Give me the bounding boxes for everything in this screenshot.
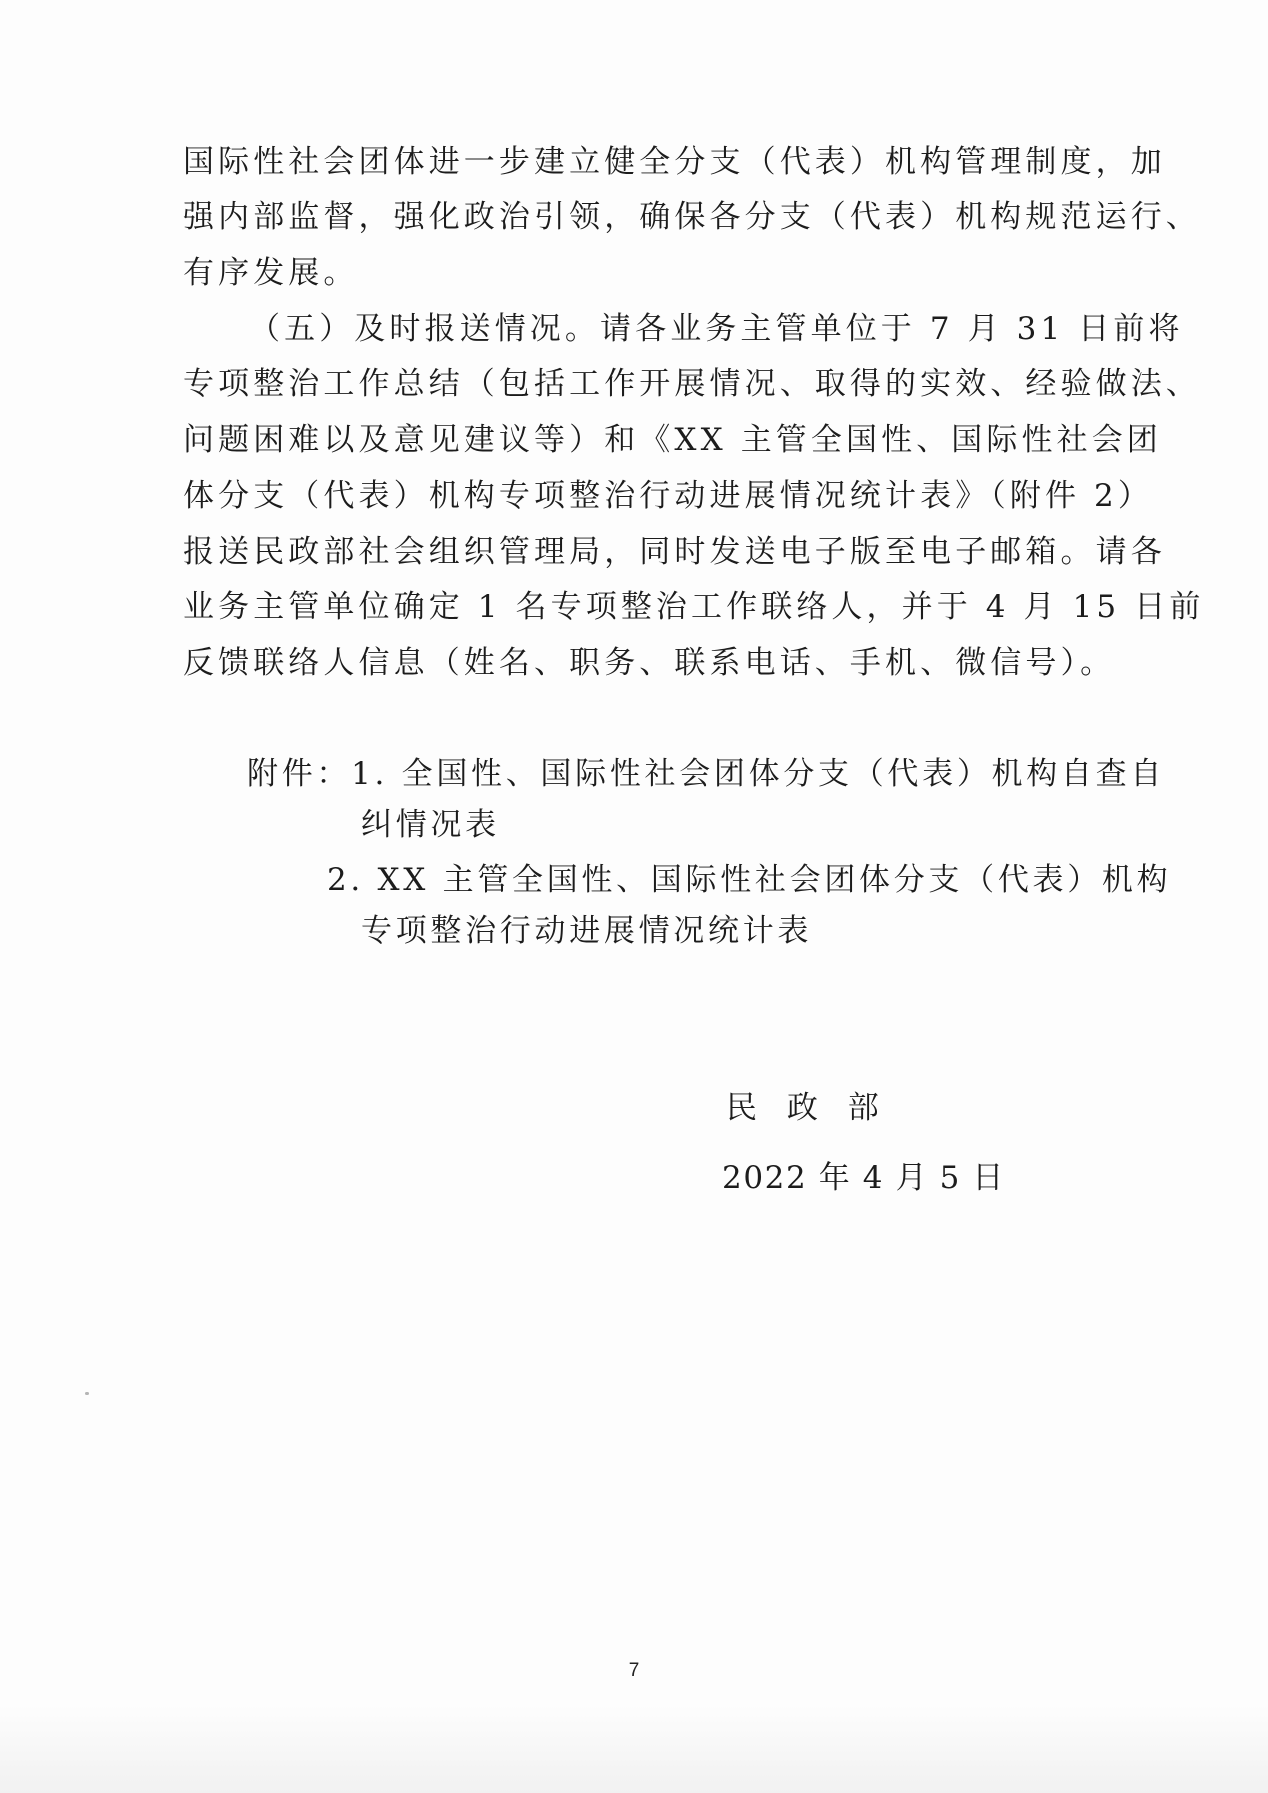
paragraph-line-9: 业务主管单位确定 1 名专项整治工作联络人，并于 4 月 15 日前 xyxy=(183,589,1205,625)
attachment-2: 2. XX 主管全国性、国际性社会团体分支（代表）机构 xyxy=(327,862,1172,898)
attachment-1: 附件：1. 全国性、国际性社会团体分支（代表）机构自查自 xyxy=(247,756,1166,792)
page-number: 7 xyxy=(628,1660,640,1681)
issuer-name: 民 政 部 xyxy=(726,1090,889,1126)
paragraph-line-3: 有序发展。 xyxy=(183,255,359,291)
paragraph-line-7: 体分支（代表）机构专项整治行动进展情况统计表》（附件 2） xyxy=(183,478,1153,514)
paragraph-line-8: 报送民政部社会组织管理局，同时发送电子版至电子邮箱。请各 xyxy=(183,534,1166,570)
paragraph-line-2: 强内部监督，强化政治引领，确保各分支（代表）机构规范运行、 xyxy=(183,199,1201,235)
paragraph-line-5: 专项整治工作总结（包括工作开展情况、取得的实效、经验做法、 xyxy=(183,366,1201,402)
attachment-2-continued: 专项整治行动进展情况统计表 xyxy=(361,913,813,949)
scan-speck xyxy=(85,1392,89,1395)
attachment-1-continued: 纠情况表 xyxy=(361,807,500,843)
issue-date: 2022 年 4 月 5 日 xyxy=(722,1160,1006,1196)
scan-edge-shading xyxy=(0,1705,1268,1793)
paragraph-line-10: 反馈联络人信息（姓名、职务、联系电话、手机、微信号）。 xyxy=(183,645,1116,681)
paragraph-line-4: （五）及时报送情况。请各业务主管单位于 7 月 31 日前将 xyxy=(249,311,1184,347)
paragraph-line-6: 问题困难以及意见建议等）和《XX 主管全国性、国际性社会团 xyxy=(183,422,1162,458)
paragraph-line-1: 国际性社会团体进一步建立健全分支（代表）机构管理制度，加 xyxy=(183,144,1166,180)
